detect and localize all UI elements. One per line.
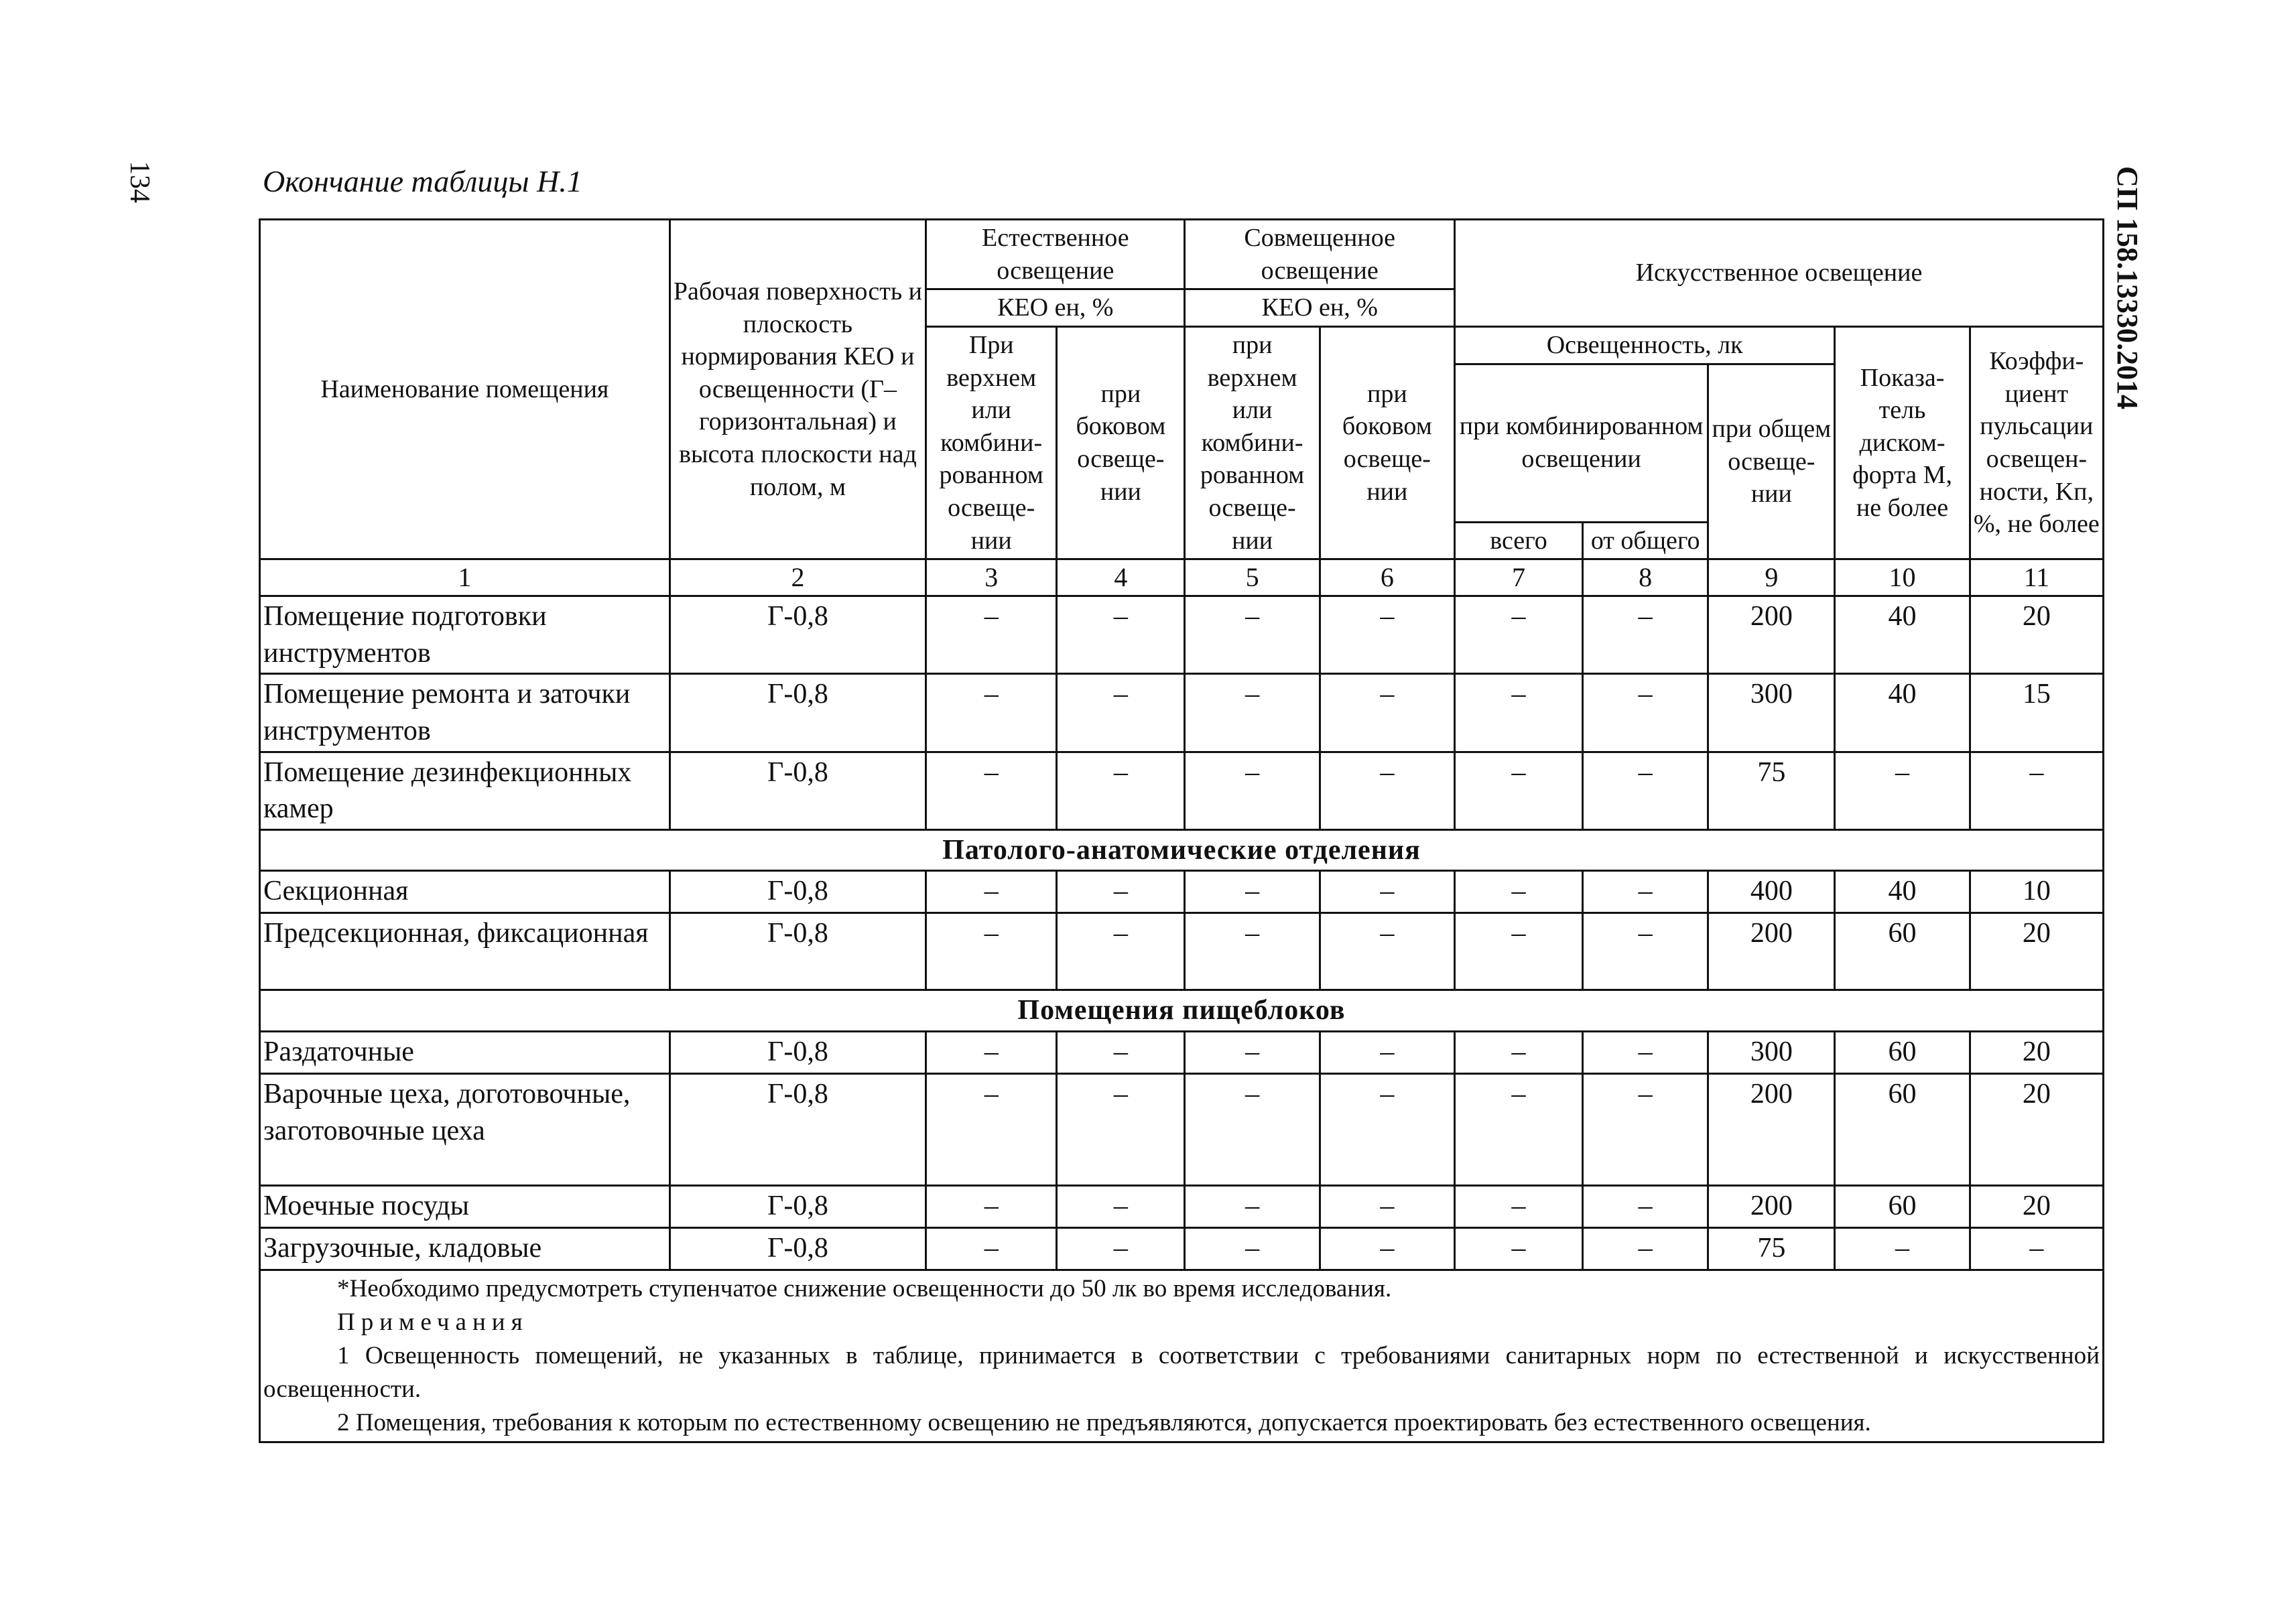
value-cell: 200 [1708,596,1835,674]
value-cell: 60 [1835,1186,1970,1228]
surface-cell: Г-0,8 [669,1074,926,1186]
value-cell: – [1185,1032,1320,1074]
value-cell: – [1057,752,1185,829]
value-cell: – [1835,1228,1970,1270]
note-2: 2 Помещения, требования к которым по естественному освещению не предъявляются, допускается проектировать без естественного освещения. [337,1408,1871,1436]
value-cell: 40 [1835,871,1970,913]
room-name: Раздаточные [260,1032,670,1074]
value-cell: – [926,596,1057,674]
surface-cell: Г-0,8 [669,1032,926,1074]
value-cell: 20 [1970,1032,2103,1074]
room-name: Предсекционная, фиксационная [260,913,670,990]
header-natural-top: При верхнем или комбини-рованном освеще-нии [926,326,1057,559]
value-cell: – [1970,1228,2103,1270]
value-cell: – [926,674,1057,752]
surface-cell: Г-0,8 [669,596,926,674]
value-cell: 20 [1970,596,2103,674]
footnote: *Необходимо предусмотреть ступенчатое снижение освещенности до 50 лк во время исследования. [337,1275,1392,1302]
value-cell: – [1454,674,1582,752]
column-number: 10 [1835,559,1970,596]
value-cell: – [926,1186,1057,1228]
value-cell: – [1185,871,1320,913]
value-cell: – [1057,913,1185,990]
header-general-illuminance: при общем освеще-нии [1708,364,1835,559]
value-cell: – [1057,596,1185,674]
notes-cell [260,1270,2104,1442]
notes-row [260,1270,2104,1442]
value-cell: – [1454,913,1582,990]
column-number: 2 [669,559,926,596]
surface-cell: Г-0,8 [669,1228,926,1270]
header-from-general: от общего [1583,522,1708,559]
column-number: 6 [1320,559,1454,596]
section-title-food: Помещения пищеблоков [260,990,2104,1032]
value-cell: – [1320,1228,1454,1270]
column-number: 1 [260,559,670,596]
value-cell: – [1057,871,1185,913]
header-artificial-lighting: Искусственное освещение [1454,220,2103,327]
column-number-row [260,559,2104,596]
value-cell: 60 [1835,1074,1970,1186]
value-cell: – [1320,1074,1454,1186]
page-number: 134 [124,161,155,203]
value-cell: 20 [1970,1186,2103,1228]
header-pulsation-coefficient: Коэффи-циент пульсации освещен-ности, Kп, %, не более [1970,326,2103,559]
section-row [260,829,2104,871]
section-title-pathology: Патолого-анатомические отделения [260,829,2104,871]
column-number: 11 [1970,559,2103,596]
value-cell: – [1057,674,1185,752]
room-name: Моечные посуды [260,1186,670,1228]
value-cell: – [1583,871,1708,913]
column-number: 8 [1583,559,1708,596]
header-discomfort-index: Показа-тель диском-форта М, не более [1835,326,1970,559]
surface-cell: Г-0,8 [669,752,926,829]
value-cell: – [1320,1186,1454,1228]
value-cell: – [1185,1074,1320,1186]
column-number: 3 [926,559,1057,596]
surface-cell: Г-0,8 [669,674,926,752]
value-cell: – [1320,674,1454,752]
value-cell: – [1583,1186,1708,1228]
value-cell: – [1454,596,1582,674]
value-cell: – [1454,1186,1582,1228]
table-caption: Окончание таблицы Н.1 [263,164,582,198]
header-natural-side: при боковом освеще-нии [1057,326,1185,559]
value-cell: 40 [1835,596,1970,674]
value-cell: – [1320,871,1454,913]
header-combined-top: при верхнем или комбини-рованном освеще-нии [1185,326,1320,559]
value-cell: 300 [1708,674,1835,752]
table-row [260,752,2104,829]
value-cell: 400 [1708,871,1835,913]
surface-cell: Г-0,8 [669,871,926,913]
surface-cell: Г-0,8 [669,913,926,990]
room-name: Помещение дезинфекционных камер [260,752,670,829]
value-cell: – [1185,752,1320,829]
value-cell: – [1454,1032,1582,1074]
table-row [260,1228,2104,1270]
value-cell: – [1583,1228,1708,1270]
value-cell: 200 [1708,1074,1835,1186]
column-number: 9 [1708,559,1835,596]
table-row [260,871,2104,913]
value-cell: – [926,1228,1057,1270]
value-cell: 20 [1970,1074,2103,1186]
value-cell: – [1454,1074,1582,1186]
header-combined-side: при боковом освеще-нии [1320,326,1454,559]
table-row [260,1032,2104,1074]
value-cell: – [1454,1228,1582,1270]
value-cell: – [1057,1074,1185,1186]
value-cell: – [1057,1032,1185,1074]
value-cell: 60 [1835,1032,1970,1074]
room-name: Варочные цеха, доготовочные, заготовочные цеха [260,1074,670,1186]
value-cell: 10 [1970,871,2103,913]
value-cell: – [926,1032,1057,1074]
value-cell: – [1185,1228,1320,1270]
lighting-norms-table [259,218,2104,1443]
value-cell: – [1185,1186,1320,1228]
section-row [260,990,2104,1032]
value-cell: – [926,752,1057,829]
header-working-surface: Рабочая поверхность и плоскость нормирования КЕО и освещенности (Г–горизонтальная) и высота плоскости над полом, м [669,220,926,559]
value-cell: – [1454,871,1582,913]
header-natural-keo: КЕО eн, % [926,289,1185,327]
value-cell: – [1057,1186,1185,1228]
value-cell: – [1320,913,1454,990]
value-cell: – [1583,752,1708,829]
value-cell: – [1057,1228,1185,1270]
value-cell: – [1185,913,1320,990]
table-row [260,674,2104,752]
value-cell: – [1320,752,1454,829]
value-cell: – [1320,1032,1454,1074]
value-cell: 20 [1970,913,2103,990]
value-cell: 200 [1708,913,1835,990]
header-total: всего [1454,522,1582,559]
room-name: Секционная [260,871,670,913]
table-row [260,596,2104,674]
room-name: Загрузочные, кладовые [260,1228,670,1270]
value-cell: – [1583,1032,1708,1074]
value-cell: 75 [1708,752,1835,829]
table-row [260,1074,2104,1186]
value-cell: – [926,1074,1057,1186]
value-cell: – [1835,752,1970,829]
table-row [260,1186,2104,1228]
value-cell: 40 [1835,674,1970,752]
value-cell: – [926,871,1057,913]
room-name: Помещение ремонта и заточки инструментов [260,674,670,752]
column-number: 4 [1057,559,1185,596]
value-cell: – [926,913,1057,990]
header-combined-keo: КЕО eн, % [1185,289,1454,327]
value-cell: – [1185,596,1320,674]
value-cell: – [1583,913,1708,990]
header-room-name: Наименование помещения [260,220,670,559]
value-cell: 75 [1708,1228,1835,1270]
value-cell: 300 [1708,1032,1835,1074]
value-cell: – [1185,674,1320,752]
header-natural-lighting: Естественное освещение [926,220,1185,289]
value-cell: – [1454,752,1582,829]
value-cell: – [1583,596,1708,674]
table-row [260,913,2104,990]
room-name: Помещение подготовки инструментов [260,596,670,674]
column-number: 5 [1185,559,1320,596]
value-cell: 200 [1708,1186,1835,1228]
header-illuminance: Освещенность, лк [1454,326,1834,364]
note-1: 1 Освещенность помещений, не указанных в таблице, принимается в соответствии с требованиями санитарных норм по естественной и искусственной освещенности. [263,1341,2100,1403]
surface-cell: Г-0,8 [669,1186,926,1228]
value-cell: 60 [1835,913,1970,990]
value-cell: – [1970,752,2103,829]
notes-title: Примечания [337,1308,529,1336]
value-cell: 15 [1970,674,2103,752]
document-code: СП 158.13330.2014 [2111,166,2144,409]
value-cell: – [1583,1074,1708,1186]
value-cell: – [1583,674,1708,752]
value-cell: – [1320,596,1454,674]
header-combined-lighting: Совмещенное освещение [1185,220,1454,289]
column-number: 7 [1454,559,1582,596]
header-combined-illuminance: при комбинированном освещении [1454,364,1708,522]
